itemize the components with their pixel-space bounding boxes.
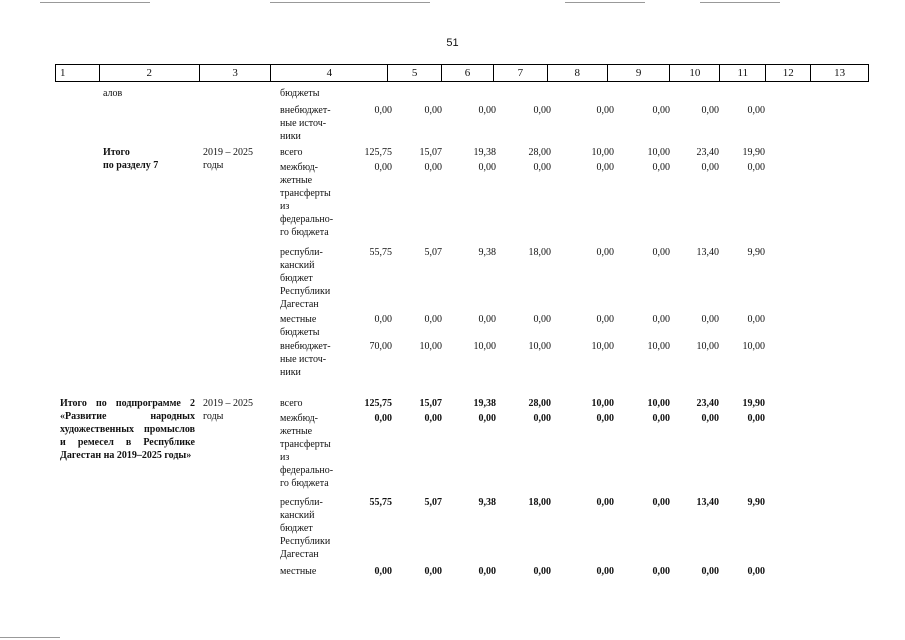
row-source: местные — [280, 566, 317, 577]
value-col-11: 10,00 — [696, 341, 719, 352]
value-col-12: 0,00 — [747, 566, 765, 577]
value-col-8: 28,00 — [528, 147, 551, 158]
value-col-5: 0,00 — [374, 566, 392, 577]
value-col-12: 0,00 — [747, 314, 765, 325]
row-period: 2019 – 2025 годы — [203, 398, 253, 422]
value-col-7: 0,00 — [478, 105, 496, 116]
row-source: межбюд- жетные трансферты из федерально- го бюджета — [280, 413, 334, 489]
value-col-6: 15,07 — [419, 398, 442, 409]
value-col-7: 0,00 — [478, 413, 496, 424]
value-col-9: 0,00 — [596, 247, 614, 258]
value-col-9: 10,00 — [591, 147, 614, 158]
value-col-11: 0,00 — [701, 413, 719, 424]
value-col-9: 0,00 — [596, 413, 614, 424]
value-col-10: 0,00 — [652, 497, 670, 508]
row-period: 2019 – 2025 годы — [203, 147, 253, 171]
value-col-10: 10,00 — [647, 147, 670, 158]
value-col-11: 0,00 — [701, 566, 719, 577]
value-col-5: 125,75 — [364, 147, 392, 158]
value-col-10: 10,00 — [647, 341, 670, 352]
value-col-11: 0,00 — [701, 105, 719, 116]
value-col-12: 9,90 — [747, 247, 765, 258]
column-header-13: 13 — [834, 67, 846, 79]
value-col-12: 10,00 — [742, 341, 765, 352]
value-col-12: 19,90 — [742, 398, 765, 409]
value-col-11: 0,00 — [701, 162, 719, 173]
row-name: Итого по разделу 7 — [103, 147, 159, 171]
value-col-5: 55,75 — [369, 497, 392, 508]
value-col-5: 125,75 — [364, 398, 392, 409]
row-source: всего — [280, 398, 303, 409]
column-header-12: 12 — [766, 65, 811, 81]
value-col-8: 0,00 — [533, 105, 551, 116]
column-header-9: 9 — [608, 65, 671, 81]
value-col-11: 13,40 — [696, 497, 719, 508]
value-col-6: 0,00 — [424, 162, 442, 173]
value-col-10: 0,00 — [652, 162, 670, 173]
row-source: всего — [280, 147, 303, 158]
value-col-8: 28,00 — [528, 398, 551, 409]
value-col-6: 0,00 — [424, 314, 442, 325]
value-col-6: 5,07 — [424, 497, 442, 508]
value-col-9: 0,00 — [596, 314, 614, 325]
value-col-7: 0,00 — [478, 566, 496, 577]
value-col-8: 18,00 — [528, 247, 551, 258]
value-col-6: 10,00 — [419, 341, 442, 352]
value-col-7: 10,00 — [473, 341, 496, 352]
value-col-5: 70,00 — [369, 341, 392, 352]
value-col-6: 0,00 — [424, 105, 442, 116]
value-col-10: 0,00 — [652, 413, 670, 424]
value-col-10: 0,00 — [652, 105, 670, 116]
value-col-11: 13,40 — [696, 247, 719, 258]
value-col-9: 10,00 — [591, 398, 614, 409]
value-col-12: 0,00 — [747, 105, 765, 116]
value-col-11: 23,40 — [696, 147, 719, 158]
value-col-9: 0,00 — [596, 105, 614, 116]
row-name: алов — [103, 88, 123, 99]
value-col-11: 23,40 — [696, 398, 719, 409]
value-col-6: 0,00 — [424, 413, 442, 424]
value-col-10: 0,00 — [652, 314, 670, 325]
value-col-8: 0,00 — [533, 413, 551, 424]
value-col-8: 0,00 — [533, 314, 551, 325]
value-col-9: 0,00 — [596, 497, 614, 508]
row-source: республи- канский бюджет Республики Дагестан — [280, 497, 331, 560]
column-header-10: 10 — [670, 65, 720, 81]
value-col-8: 18,00 — [528, 497, 551, 508]
column-header-4: 4 — [271, 65, 388, 81]
value-col-5: 0,00 — [374, 162, 392, 173]
column-header-7: 7 — [494, 65, 548, 81]
row-source: бюджеты — [280, 88, 320, 99]
row-source: межбюд- жетные трансферты из федерально- го бюджета — [280, 162, 334, 238]
row-source: местные бюджеты — [280, 314, 320, 338]
value-col-7: 9,38 — [478, 247, 496, 258]
column-header-11: 11 — [720, 65, 766, 81]
row-source: внебюджет- ные источ- ники — [280, 341, 331, 378]
value-col-11: 0,00 — [701, 314, 719, 325]
column-header-8: 8 — [548, 65, 608, 81]
value-col-7: 0,00 — [478, 162, 496, 173]
row-name: Итого по подпрограмме 2 «Развитие народных художественных промыслов и ремесел в Республике Дагестан на 2019–2025 годы» — [60, 398, 195, 461]
value-col-9: 0,00 — [596, 162, 614, 173]
value-col-12: 0,00 — [747, 413, 765, 424]
value-col-10: 10,00 — [647, 398, 670, 409]
table-header-row — [55, 64, 869, 82]
column-header-1: 1 — [56, 65, 100, 81]
value-col-10: 0,00 — [652, 566, 670, 577]
value-col-6: 5,07 — [424, 247, 442, 258]
value-col-9: 0,00 — [596, 566, 614, 577]
value-col-12: 0,00 — [747, 162, 765, 173]
column-header-3: 3 — [200, 65, 272, 81]
value-col-9: 10,00 — [591, 341, 614, 352]
value-col-5: 0,00 — [374, 105, 392, 116]
value-col-10: 0,00 — [652, 247, 670, 258]
value-col-12: 9,90 — [747, 497, 765, 508]
value-col-5: 0,00 — [374, 413, 392, 424]
row-source: республи- канский бюджет Республики Дагестан — [280, 247, 331, 310]
value-col-7: 9,38 — [478, 497, 496, 508]
row-source: внебюджет- ные источ- ники — [280, 105, 331, 142]
column-header-5: 5 — [388, 65, 442, 81]
value-col-8: 0,00 — [533, 162, 551, 173]
value-col-5: 0,00 — [374, 314, 392, 325]
value-col-6: 0,00 — [424, 566, 442, 577]
value-col-8: 0,00 — [533, 566, 551, 577]
page-number: 51 — [446, 37, 459, 49]
column-header-6: 6 — [442, 65, 494, 81]
value-col-6: 15,07 — [419, 147, 442, 158]
value-col-5: 55,75 — [369, 247, 392, 258]
value-col-7: 19,38 — [473, 147, 496, 158]
value-col-12: 19,90 — [742, 147, 765, 158]
column-header-2: 2 — [100, 65, 200, 81]
value-col-8: 10,00 — [528, 341, 551, 352]
value-col-7: 0,00 — [478, 314, 496, 325]
value-col-7: 19,38 — [473, 398, 496, 409]
